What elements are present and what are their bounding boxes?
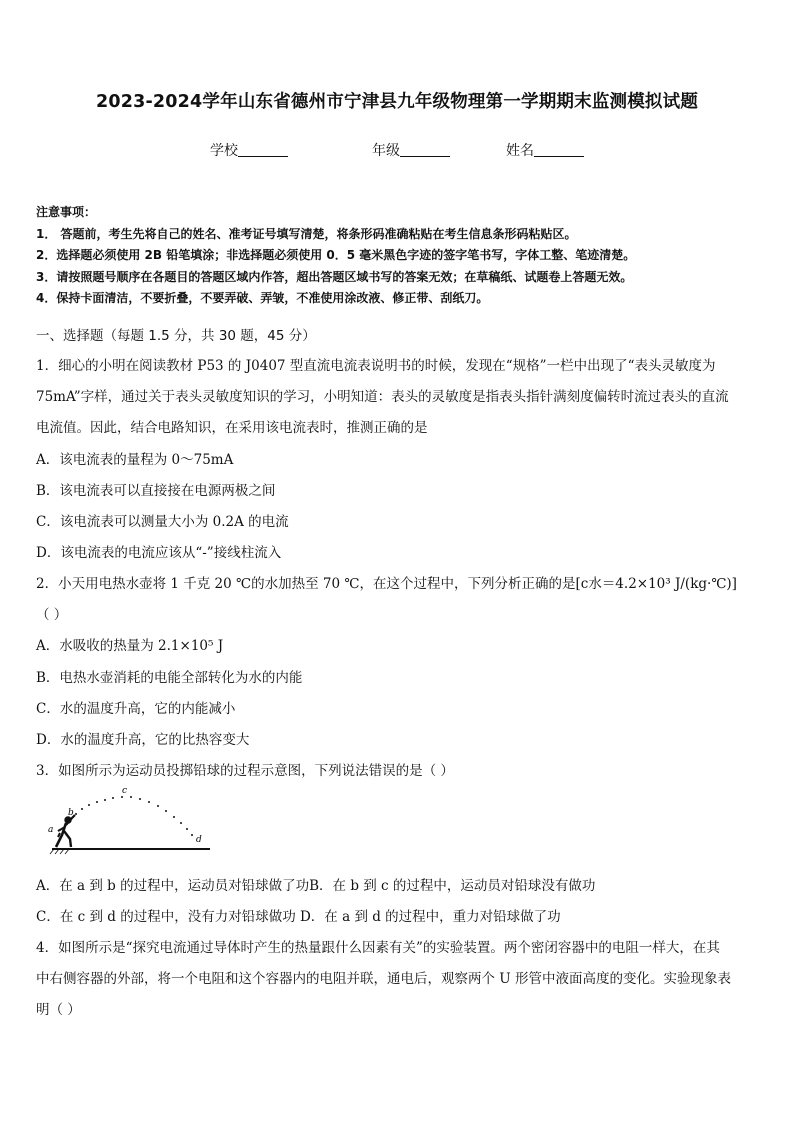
label-c: c — [122, 786, 128, 796]
label-b: b — [68, 808, 74, 818]
name-blank[interactable] — [534, 143, 584, 157]
school-field[interactable] — [210, 140, 288, 160]
notice-item: 2．选择题必须使用 2B 铅笔填涂；非选择题必须使用 0．5 毫米黑色字迹的签字笔书写，字体工整、笔迹清楚。 — [36, 248, 636, 262]
grade-field[interactable] — [372, 140, 450, 160]
notice-block — [36, 202, 635, 310]
q3-stem-line: 3．如图所示为运动员投掷铅球的过程示意图，下列说法错误的是（ ） — [36, 763, 454, 779]
name-label: 姓名 — [506, 143, 534, 159]
name-field[interactable] — [506, 140, 584, 160]
school-blank[interactable] — [238, 143, 288, 157]
notice-heading: 注意事项： — [36, 205, 97, 219]
q2-stem-line: （ ） — [36, 607, 68, 623]
q2-stem-line: 2．小天用电热水壶将 1 千克 20 ℃的水加热至 70 ℃，在这个过程中，下列分析正确的是[c水＝4.2×10³ J/(kg·℃)] — [36, 576, 737, 592]
notice-item: 1． 答题前，考生先将自己的姓名、准考证号填写清楚，将条形码准确粘贴在考生信息条形码粘贴区。 — [36, 226, 577, 241]
athlete-figure — [56, 815, 75, 847]
grade-label: 年级 — [372, 143, 400, 159]
q2-option-c[interactable]: C．水的温度升高，它的内能减小 — [36, 701, 236, 717]
trajectory-dots — [75, 796, 193, 836]
q3-options-ab[interactable]: A．在 a 到 b 的过程中，运动员对铅球做了功B．在 b 到 c 的过程中，运动员对铅球没有做功 — [36, 878, 596, 894]
page-title: 2023-2024学年山东省德州市宁津县九年级物理第一学期期末监测模拟试题 — [95, 92, 699, 112]
q1-option-b[interactable]: B．该电流表可以直接接在电源两极之间 — [36, 483, 276, 499]
q2-option-a[interactable]: A．水吸收的热量为 2.1×10⁵ J — [36, 638, 224, 654]
q1-stem-line: 电流值。因此，结合电路知识，在采用该电流表时，推测正确的是 — [36, 420, 428, 436]
q1-stem-line: 75mA”字样，通过关于表头灵敏度知识的学习，小明知道：表头的灵敏度是指表头指针满刻度偏转时流过表头的直流 — [36, 389, 729, 405]
shot-put-diagram — [44, 785, 214, 855]
q1-option-c[interactable]: C．该电流表可以测量大小为 0.2A 的电流 — [36, 514, 289, 530]
q2-option-d[interactable]: D．水的温度升高，它的比热容变大 — [36, 732, 250, 748]
q2-option-b[interactable]: B．电热水壶消耗的电能全部转化为水的内能 — [36, 670, 303, 686]
label-d: d — [196, 835, 202, 845]
notice-item: 4．保持卡面清洁，不要折叠，不要弄破、弄皱，不准使用涂改液、修正带、刮纸刀。 — [36, 291, 489, 305]
q4-stem-line: 中右侧容器的外部，将一个电阻和这个容器内的电阻并联，通电后，观察两个 U 形管中液面高度的变化。实验现象表 — [36, 971, 731, 987]
label-a: a — [48, 825, 54, 835]
q3-options-cd[interactable]: C．在 c 到 d 的过程中，没有力对铅球做功 D．在 a 到 d 的过程中，重力对铅球做了功 — [36, 909, 561, 925]
section-heading: 一、选择题（每题 1.5 分，共 30 题，45 分） — [36, 328, 316, 344]
q4-stem-line: 4．如图所示是“探究电流通过导体时产生的热量跟什么因素有关”的实验装置。两个密闭容器中的电阻一样大，在其 — [36, 940, 720, 956]
q1-option-a[interactable]: A．该电流表的量程为 0～75mA — [36, 452, 234, 468]
grade-blank[interactable] — [400, 143, 450, 157]
q1-stem-line: 1．细心的小明在阅读教材 P53 的 J0407 型直流电流表说明书的时候，发现在“规格”一栏中出现了“表头灵敏度为 — [36, 358, 716, 374]
q4-stem-line: 明（ ） — [36, 1002, 81, 1018]
notice-item: 3．请按照题号顺序在各题目的答题区域内作答，超出答题区域书写的答案无效；在草稿纸、试题卷上答题无效。 — [36, 269, 633, 284]
school-label: 学校 — [210, 143, 238, 159]
q1-option-d[interactable]: D．该电流表的电流应该从“-”接线柱流入 — [36, 545, 282, 561]
